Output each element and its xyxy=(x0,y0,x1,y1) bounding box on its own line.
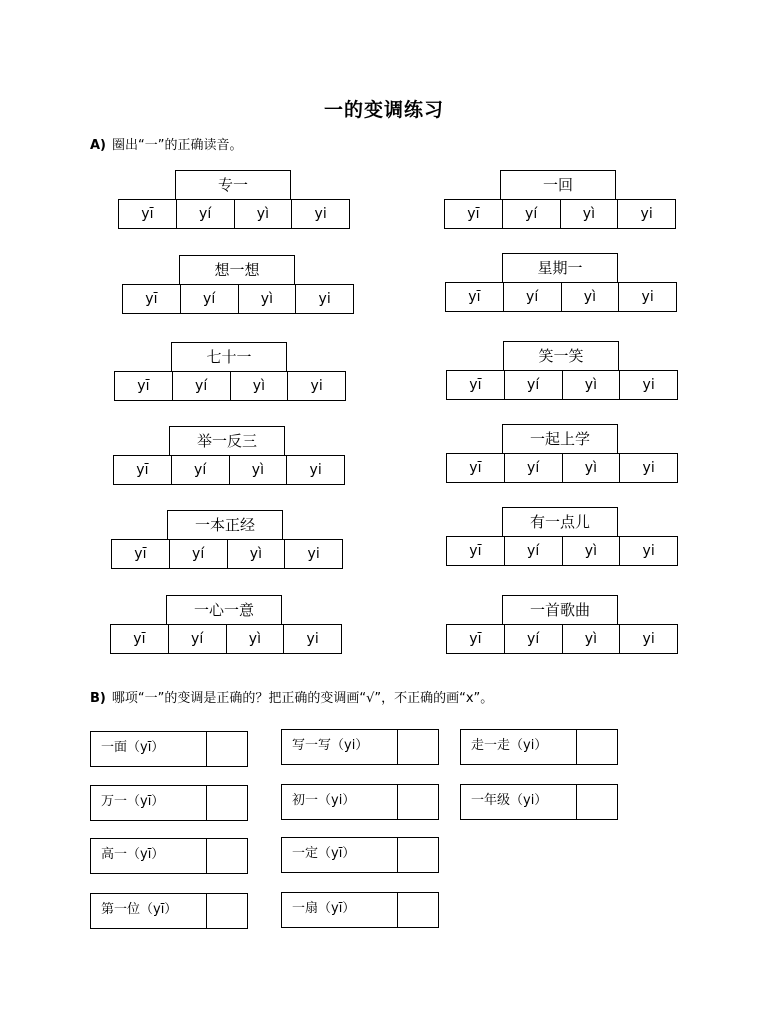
tone-check-item xyxy=(281,892,439,928)
tone-check-text: 第一位（yī） xyxy=(91,894,207,928)
tone-check-text: 高一（yī） xyxy=(91,839,207,873)
pinyin-options xyxy=(122,284,354,314)
pinyin-option[interactable]: yī xyxy=(123,285,181,313)
pinyin-option[interactable]: yí xyxy=(177,200,235,228)
section-b-instruction: 哪项“一”的变调是正确的？把正确的变调画“√”，不正确的画“x”。 xyxy=(111,691,494,706)
pinyin-option[interactable]: yí xyxy=(505,537,563,565)
pinyin-option[interactable]: yī xyxy=(445,200,503,228)
pinyin-options xyxy=(446,624,678,654)
pinyin-option[interactable]: yí xyxy=(503,200,561,228)
pinyin-options xyxy=(445,282,677,312)
pinyin-option[interactable]: yí xyxy=(181,285,239,313)
answer-box[interactable] xyxy=(398,893,438,927)
page-title: 一的变调练习 xyxy=(323,99,444,121)
pinyin-options xyxy=(118,199,350,229)
tone-check-text: 初一（yi） xyxy=(282,785,398,819)
pinyin-option[interactable]: yi xyxy=(284,625,342,653)
answer-box[interactable] xyxy=(207,786,247,820)
section-b-heading xyxy=(90,687,493,706)
pinyin-option[interactable]: yí xyxy=(505,625,563,653)
answer-box[interactable] xyxy=(577,785,617,819)
pinyin-option[interactable]: yī xyxy=(447,454,505,482)
tone-check-text: 一定（yī） xyxy=(282,838,398,872)
pinyin-options xyxy=(113,455,345,485)
question-word: 一本正经 xyxy=(167,510,283,540)
pinyin-option[interactable]: yì xyxy=(228,540,286,568)
question-word: 一起上学 xyxy=(502,424,618,454)
question-word: 想一想 xyxy=(179,255,295,285)
pinyin-option[interactable]: yi xyxy=(287,456,345,484)
pinyin-option[interactable]: yī xyxy=(446,283,504,311)
pinyin-option[interactable]: yī xyxy=(112,540,170,568)
section-a-heading xyxy=(90,134,243,153)
tone-check-item xyxy=(90,731,248,767)
tone-check-text: 一年级（yi） xyxy=(461,785,577,819)
pinyin-option[interactable]: yí xyxy=(173,372,231,400)
question-word: 一心一意 xyxy=(166,595,282,625)
question-word: 星期一 xyxy=(502,253,618,283)
pinyin-option[interactable]: yī xyxy=(119,200,177,228)
pinyin-options xyxy=(110,624,342,654)
answer-box[interactable] xyxy=(207,839,247,873)
tone-check-item xyxy=(90,838,248,874)
pinyin-option[interactable]: yì xyxy=(561,200,619,228)
tone-check-item xyxy=(90,785,248,821)
pinyin-option[interactable]: yì xyxy=(230,456,288,484)
pinyin-option[interactable]: yi xyxy=(296,285,354,313)
tone-check-item xyxy=(281,837,439,873)
question-word: 笑一笑 xyxy=(503,341,619,371)
pinyin-option[interactable]: yī xyxy=(114,456,172,484)
answer-box[interactable] xyxy=(207,732,247,766)
answer-box[interactable] xyxy=(577,730,617,764)
pinyin-option[interactable]: yì xyxy=(227,625,285,653)
pinyin-option[interactable]: yì xyxy=(563,371,621,399)
answer-box[interactable] xyxy=(398,838,438,872)
pinyin-option[interactable]: yi xyxy=(620,625,678,653)
pinyin-option[interactable]: yī xyxy=(447,371,505,399)
pinyin-options xyxy=(114,371,346,401)
pinyin-option[interactable]: yì xyxy=(231,372,289,400)
pinyin-options xyxy=(446,453,678,483)
section-b-letter: B) xyxy=(90,691,106,706)
pinyin-option[interactable]: yì xyxy=(235,200,293,228)
question-word: 有一点儿 xyxy=(502,507,618,537)
pinyin-option[interactable]: yi xyxy=(618,200,676,228)
question-word: 一首歌曲 xyxy=(502,595,618,625)
answer-box[interactable] xyxy=(398,785,438,819)
tone-check-item xyxy=(281,784,439,820)
question-word: 专一 xyxy=(175,170,291,200)
pinyin-option[interactable]: yì xyxy=(239,285,297,313)
pinyin-options xyxy=(446,536,678,566)
question-word: 七十一 xyxy=(171,342,287,372)
tone-check-item xyxy=(90,893,248,929)
tone-check-text: 万一（yī） xyxy=(91,786,207,820)
pinyin-option[interactable]: yí xyxy=(170,540,228,568)
pinyin-option[interactable]: yi xyxy=(620,454,678,482)
pinyin-option[interactable]: yi xyxy=(292,200,350,228)
pinyin-option[interactable]: yi xyxy=(285,540,343,568)
pinyin-option[interactable]: yì xyxy=(563,625,621,653)
pinyin-option[interactable]: yī xyxy=(115,372,173,400)
tone-check-text: 一面（yī） xyxy=(91,732,207,766)
pinyin-option[interactable]: yì xyxy=(562,283,620,311)
pinyin-option[interactable]: yí xyxy=(172,456,230,484)
question-word: 一回 xyxy=(500,170,616,200)
pinyin-option[interactable]: yi xyxy=(619,283,677,311)
pinyin-option[interactable]: yí xyxy=(505,371,563,399)
pinyin-options xyxy=(446,370,678,400)
pinyin-option[interactable]: yí xyxy=(504,283,562,311)
pinyin-option[interactable]: yì xyxy=(563,454,621,482)
pinyin-options xyxy=(444,199,676,229)
question-word: 举一反三 xyxy=(169,426,285,456)
answer-box[interactable] xyxy=(207,894,247,928)
answer-box[interactable] xyxy=(398,730,438,764)
pinyin-option[interactable]: yī xyxy=(447,537,505,565)
tone-check-text: 一扇（yī） xyxy=(282,893,398,927)
pinyin-option[interactable]: yí xyxy=(505,454,563,482)
pinyin-option[interactable]: yi xyxy=(620,371,678,399)
pinyin-options xyxy=(111,539,343,569)
section-a-instruction: 圈出“一”的正确读音。 xyxy=(112,138,243,153)
pinyin-option[interactable]: yī xyxy=(111,625,169,653)
pinyin-option[interactable]: yì xyxy=(563,537,621,565)
tone-check-item xyxy=(281,729,439,765)
tone-check-item xyxy=(460,729,618,765)
pinyin-option[interactable]: yí xyxy=(169,625,227,653)
pinyin-option[interactable]: yi xyxy=(288,372,346,400)
tone-check-text: 写一写（yi） xyxy=(282,730,398,764)
tone-check-item xyxy=(460,784,618,820)
pinyin-option[interactable]: yi xyxy=(620,537,678,565)
pinyin-option[interactable]: yī xyxy=(447,625,505,653)
tone-check-text: 走一走（yi） xyxy=(461,730,577,764)
section-a-letter: A) xyxy=(90,138,107,153)
